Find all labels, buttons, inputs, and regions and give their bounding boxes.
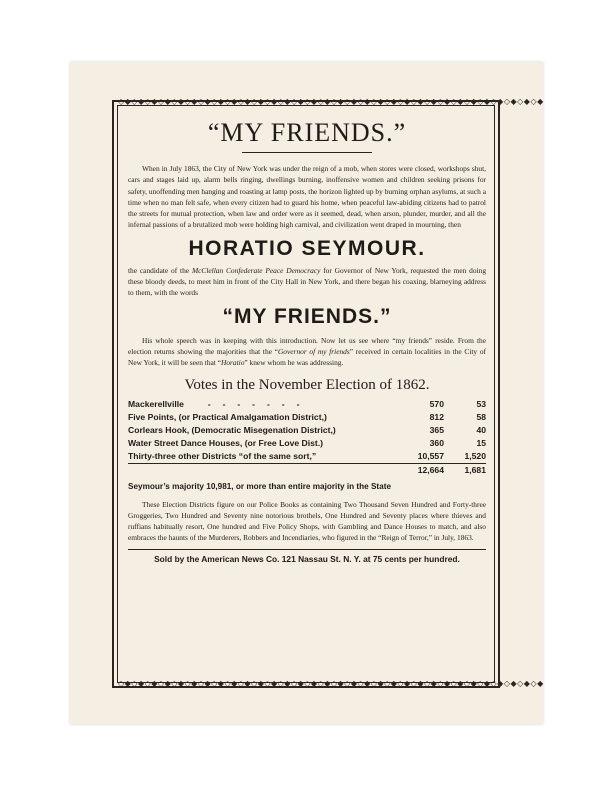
speech-paragraph: [128, 335, 486, 369]
majority-cell: 15: [476, 437, 486, 448]
votes-table-title: Votes in the November Election of 1862.: [184, 376, 430, 393]
speech-text-post: ” knew whom he was addressing.: [244, 358, 344, 368]
votes-table: [128, 398, 486, 477]
totals-row: [128, 463, 486, 477]
district-cell: Mackerellville - - - - - - -: [128, 398, 300, 409]
subtitle-my-friends: “MY FRIENDS.”: [222, 304, 392, 328]
district-cell: Thirty-three other Districts “of the same sort,”: [128, 450, 317, 461]
candidate-name: HORATIO SEYMOUR.: [188, 236, 426, 260]
top-ornament-band: ◇◆◇◆◇◆◇◆◇◆◇◆◇◆◇◆◇◆◇◆◇◆◇◆◇◆◇◆◇◆◇◆◇◆◇◆◇◆◇◆◇◆◇◆◇◆◇◆◇◆◇◆◇◆◇◆◇◆◇◆◇◆◇◆: [118, 97, 544, 106]
table-row: [128, 424, 486, 437]
candidate-paragraph: [128, 265, 486, 299]
footer-divider: [128, 549, 486, 550]
sold-by-line: Sold by the American News Co. 121 Nassau St. N. Y. at 75 cents per hundred.: [154, 553, 460, 564]
majority-cell: 1,520: [464, 450, 486, 461]
table-row: [128, 437, 486, 450]
district-cell: Corlears Hook, (Democratic Misegenation District,): [128, 424, 336, 435]
broadside-content: [128, 112, 486, 564]
majority-cell: 53: [476, 398, 486, 409]
bottom-ornament-band: ◇◆◇◆◇◆◇◆◇◆◇◆◇◆◇◆◇◆◇◆◇◆◇◆◇◆◇◆◇◆◇◆◇◆◇◆◇◆◇◆◇◆◇◆◇◆◇◆◇◆◇◆◇◆◇◆◇◆◇◆◇◆◇◆: [118, 679, 544, 688]
district-cell: Water Street Dance Houses, (or Free Love Dist.): [128, 437, 324, 448]
title-underline: [242, 152, 372, 153]
majority-cell: 40: [476, 424, 486, 435]
candidate-text-post: for Governor of New York, requested the men doing these bloody deeds, to meet him in front of the City Hall in New York, and there began his coaxing, blarneying address to them, with the words: [128, 265, 487, 298]
speech-text-mid: ” received in certain localities in the City of New York, it will be seen that “: [128, 346, 487, 368]
speech-italic-horatio: Horatio: [220, 358, 245, 368]
table-row: [128, 450, 486, 464]
totals-label-cell: [128, 463, 402, 477]
votes-cell: 365: [429, 424, 444, 435]
seymour-majority-line: Seymour’s majority 10,981, or more than entire majority in the State: [128, 481, 391, 491]
votes-cell: 10,557: [417, 450, 444, 461]
votes-cell: 812: [429, 411, 444, 422]
speech-italic-governor: Governor of my friends: [277, 346, 350, 356]
headline-title: “MY FRIENDS.”: [207, 118, 407, 147]
table-row: [128, 411, 486, 424]
majority-cell: 58: [476, 411, 486, 422]
intro-paragraph: When in July 1863, the City of New York was under the reign of a mob, when stores were closed, workshops shut, cars and stages laid up, alarm bells ringing, dwellings burning, inoffensive women and children seeking prisons for safety, unoffending men hanging and roasting at lamp posts, the horizon lighted up by burning orphan asylums, at such a time when no man felt safe, when every citizen had to guard his home, when peaceful law-abiding citizens had to patrol the streets for mutual protection, when law and order were as it seemed, dead, when arson, plunder, murder, and all the infernal passions of a brutalized mob were holding high carnival, and civilization went draped in mourning, then: [128, 164, 486, 230]
total-votes-cell: 12,664: [402, 463, 444, 477]
speech-text-pre: His whole speech was in keeping with this introduction. Now let us see where “my friends” reside. From the election returns showing the majorities that the “: [128, 335, 486, 356]
total-majority-cell: 1,681: [444, 463, 486, 477]
table-row: [128, 398, 486, 411]
candidate-party-italic: McClellan Confederate Peace Democracy: [191, 265, 321, 275]
votes-cell: 570: [429, 398, 444, 409]
votes-cell: 360: [429, 437, 444, 448]
candidate-text-pre: the candidate of the: [128, 265, 192, 275]
closing-paragraph: These Election Districts figure on our Police Books as containing Two Thousand Seven Hundred and Forty-three Groggeries, Two Hundred and Seventy nine notorious brothels, One Hundred and Seventy places where thieves and ruffians habitually resort, One hundred and Five Policy Shops, with Gambling and Dance Houses to match, and also embraces the haunts of the Murderers, Robbers and Incendiaries, who figured in the “Reign of Terror,” in July, 1863.: [128, 499, 486, 543]
district-cell: Five Points, (or Practical Amalgamation District,): [128, 411, 327, 422]
